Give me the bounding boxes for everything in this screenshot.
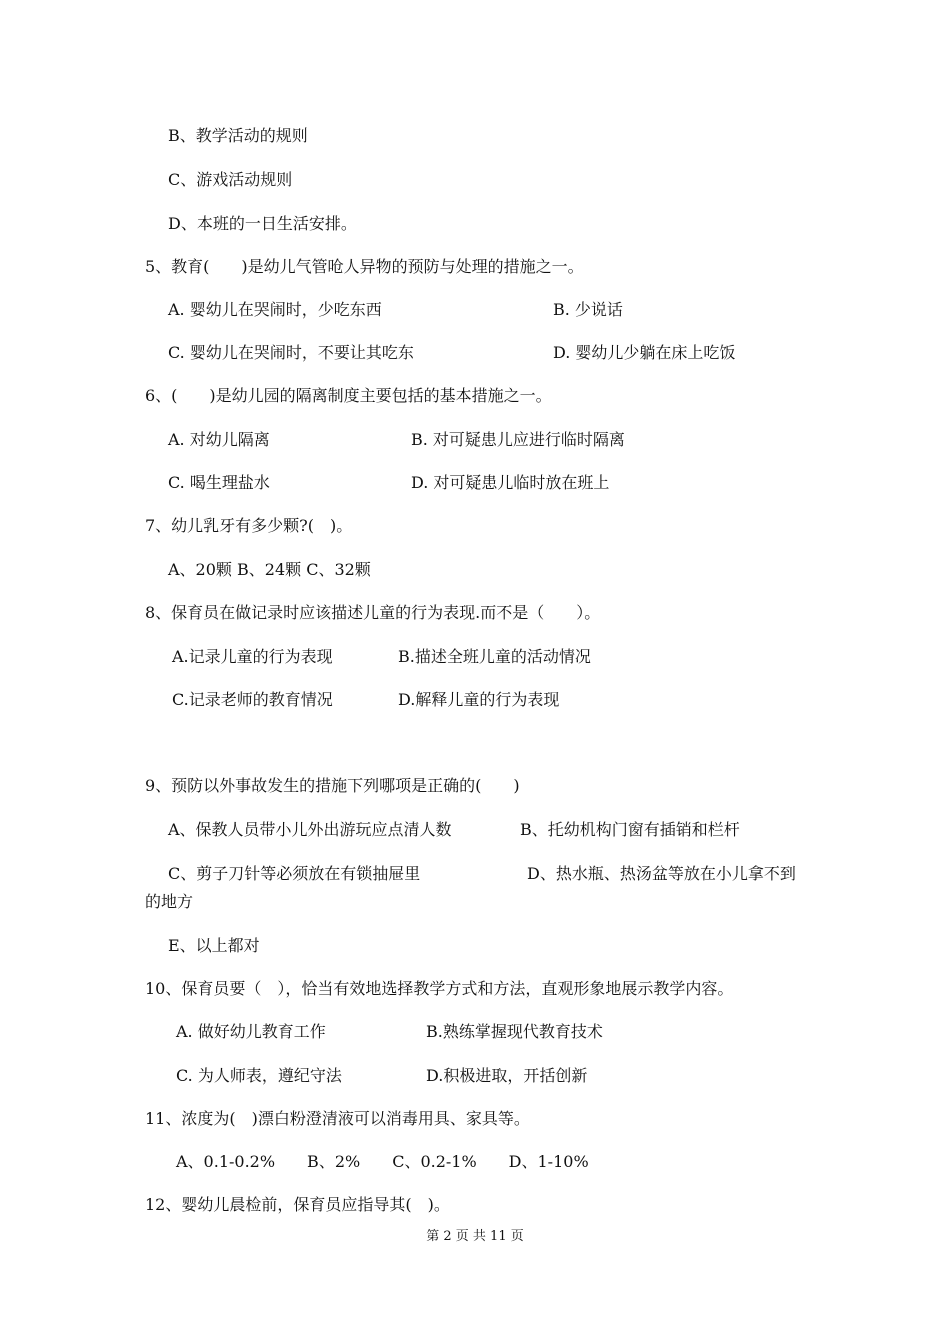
q5-option-c: C. 婴幼儿在哭闹时，不要让其吃东 <box>168 343 414 362</box>
q6-option-d: D. 对可疑患儿临时放在班上 <box>411 473 610 492</box>
q8-option-c: C.记录老师的教育情况 <box>172 690 333 709</box>
q9-option-d-continued: 的地方 <box>145 892 194 911</box>
q7-options: A、20颗 B、24颗 C、32颗 <box>168 560 371 579</box>
question-10: 10、保育员要（ ），恰当有效地选择教学方式和方法，直观形象地展示教学内容。 <box>145 979 734 998</box>
q5-option-b: B. 少说话 <box>553 300 623 319</box>
q9-option-e: E、以上都对 <box>168 936 260 955</box>
q6-option-a: A. 对幼儿隔离 <box>168 430 270 449</box>
q6-option-c: C. 喝生理盐水 <box>168 473 270 492</box>
q9-option-b: B、托幼机构门窗有插销和栏杆 <box>520 820 740 839</box>
q9-option-c: C、剪子刀针等必须放在有锁抽屉里 <box>168 864 421 883</box>
option-d-prev: D、本班的一日生活安排。 <box>168 214 357 233</box>
q9-option-a: A、保教人员带小儿外出游玩应点清人数 <box>168 820 452 839</box>
q8-option-b: B.描述全班儿童的活动情况 <box>398 647 591 666</box>
q6-option-b: B. 对可疑患儿应进行临时隔离 <box>411 430 625 449</box>
question-5: 5、教育( )是幼儿气管呛人异物的预防与处理的措施之一。 <box>145 257 584 276</box>
q11-options: A、0.1-0.2% B、2% C、0.2-1% D、1-10% <box>176 1152 589 1171</box>
page-footer: 第 2 页 共 11 页 <box>426 1229 524 1244</box>
q5-option-a: A. 婴幼儿在哭闹时，少吃东西 <box>168 300 382 319</box>
question-12: 12、婴幼儿晨检前，保育员应指导其( )。 <box>145 1195 450 1214</box>
option-c-prev: C、游戏活动规则 <box>168 170 293 189</box>
q5-option-d: D. 婴幼儿少躺在床上吃饭 <box>553 343 736 362</box>
q8-option-d: D.解释儿童的行为表现 <box>398 690 560 709</box>
option-b-prev: B、教学活动的规则 <box>168 126 308 145</box>
question-7: 7、幼儿乳牙有多少颗?( )。 <box>145 516 353 535</box>
q9-option-d: D、热水瓶、热汤盆等放在小儿拿不到 <box>527 864 796 883</box>
question-8: 8、保育员在做记录时应该描述儿童的行为表现.而不是（ ）。 <box>145 603 601 622</box>
q10-option-a: A. 做好幼儿教育工作 <box>176 1022 326 1041</box>
question-6: 6、( )是幼儿园的隔离制度主要包括的基本措施之一。 <box>145 386 552 405</box>
q10-option-b: B.熟练掌握现代教育技术 <box>426 1022 603 1041</box>
question-9: 9、预防以外事故发生的措施下列哪项是正确的( ) <box>145 776 520 795</box>
q10-option-d: D.积极进取，开括创新 <box>426 1066 588 1085</box>
q10-option-c: C. 为人师表，遵纪守法 <box>176 1066 342 1085</box>
question-11: 11、浓度为( )漂白粉澄清液可以消毒用具、家具等。 <box>145 1109 530 1128</box>
q8-option-a: A.记录儿童的行为表现 <box>172 647 333 666</box>
